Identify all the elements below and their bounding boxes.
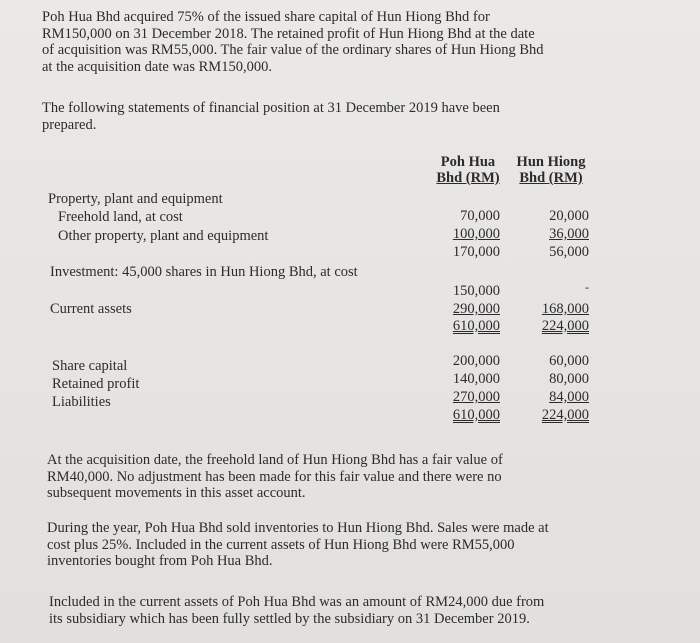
row-label-other-ppe: Other property, plant and equipment [58,228,269,244]
row-label-share-capital: Share capital [52,358,128,374]
intro-paragraph [42,9,592,75]
poh-other-ppe-value: 100,000 [452,226,500,242]
note-line: At the acquisition date, the freehold land of Hun Hiong Bhd has a fair value of [47,452,503,468]
hun-liabilities-value: 84,000 [549,389,589,405]
row-label-freehold: Freehold land, at cost [58,209,183,225]
note-intragroup-balance [49,594,595,627]
row-label-liabilities: Liabilities [52,394,111,410]
poh-total-equity-liabilities-value: 610,000 [452,407,500,423]
column-header-line: Bhd (RM) [436,170,500,186]
note-line: During the year, Poh Hua Bhd sold inventories to Hun Hiong Bhd. Sales were made at [47,520,549,536]
note-fair-value-land [47,452,593,502]
intro-line: RM150,000 on 31 December 2018. The retained profit of Hun Hiong Bhd at the date [42,25,535,42]
hun-share-capital-value: 60,000 [549,353,589,369]
intro-line: of acquisition was RM55,000. The fair value of the ordinary shares of Hun Hiong Bhd [42,42,544,59]
hun-total-equity-liabilities-value: 224,000 [541,407,589,423]
note-line: Included in the current assets of Poh Hua Bhd was an amount of RM24,000 due from [49,594,545,610]
intro-line: at the acquisition date was RM150,000. [42,58,272,75]
row-label-ppe: Property, plant and equipment [48,191,223,207]
intro-line: Poh Hua Bhd acquired 75% of the issued share capital of Hun Hiong Bhd for [42,9,490,25]
note-line: its subsidiary which has been fully settled by the subsidiary on 31 December 2019. [49,610,530,627]
poh-freehold-value: 70,000 [460,208,500,224]
column-header-line: Hun Hiong [516,154,586,170]
row-label-investment: Investment: 45,000 shares in Hun Hiong Bhd, at cost [50,264,358,280]
poh-share-capital-value: 200,000 [452,353,500,369]
poh-ppe-total-value: 170,000 [452,244,500,260]
column-header-line: Poh Hua [440,154,496,170]
note-line: inventories bought from Poh Hua Bhd. [47,553,273,570]
note-line: cost plus 25%. Included in the current assets of Hun Hiong Bhd were RM55,000 [47,536,515,553]
column-header-line: Bhd (RM) [519,170,583,186]
hun-investment-value: - [585,280,589,294]
note-line: subsequent movements in this asset account. [47,485,306,502]
hun-freehold-value: 20,000 [549,208,589,224]
column-header-poh-hua [428,154,508,186]
poh-current-assets-value: 290,000 [452,301,500,317]
hun-current-assets-value: 168,000 [541,301,589,317]
statement-intro [42,100,592,133]
row-label-retained-profit: Retained profit [52,376,140,392]
column-header-hun-hiong [510,154,592,186]
row-label-current-assets: Current assets [50,301,132,317]
note-intragroup-inventories [47,520,593,570]
statement-intro-line: The following statements of financial position at 31 December 2019 have been [42,100,500,116]
hun-ppe-total-value: 56,000 [549,244,589,260]
hun-other-ppe-value: 36,000 [549,226,589,242]
statement-intro-line: prepared. [42,116,97,133]
note-line: RM40,000. No adjustment has been made for this fair value and there were no [47,468,502,485]
hun-retained-profit-value: 80,000 [549,371,589,387]
poh-total-assets-value: 610,000 [452,318,500,334]
poh-investment-value: 150,000 [452,283,500,299]
poh-liabilities-value: 270,000 [452,389,500,405]
hun-total-assets-value: 224,000 [541,318,589,334]
poh-retained-profit-value: 140,000 [452,371,500,387]
